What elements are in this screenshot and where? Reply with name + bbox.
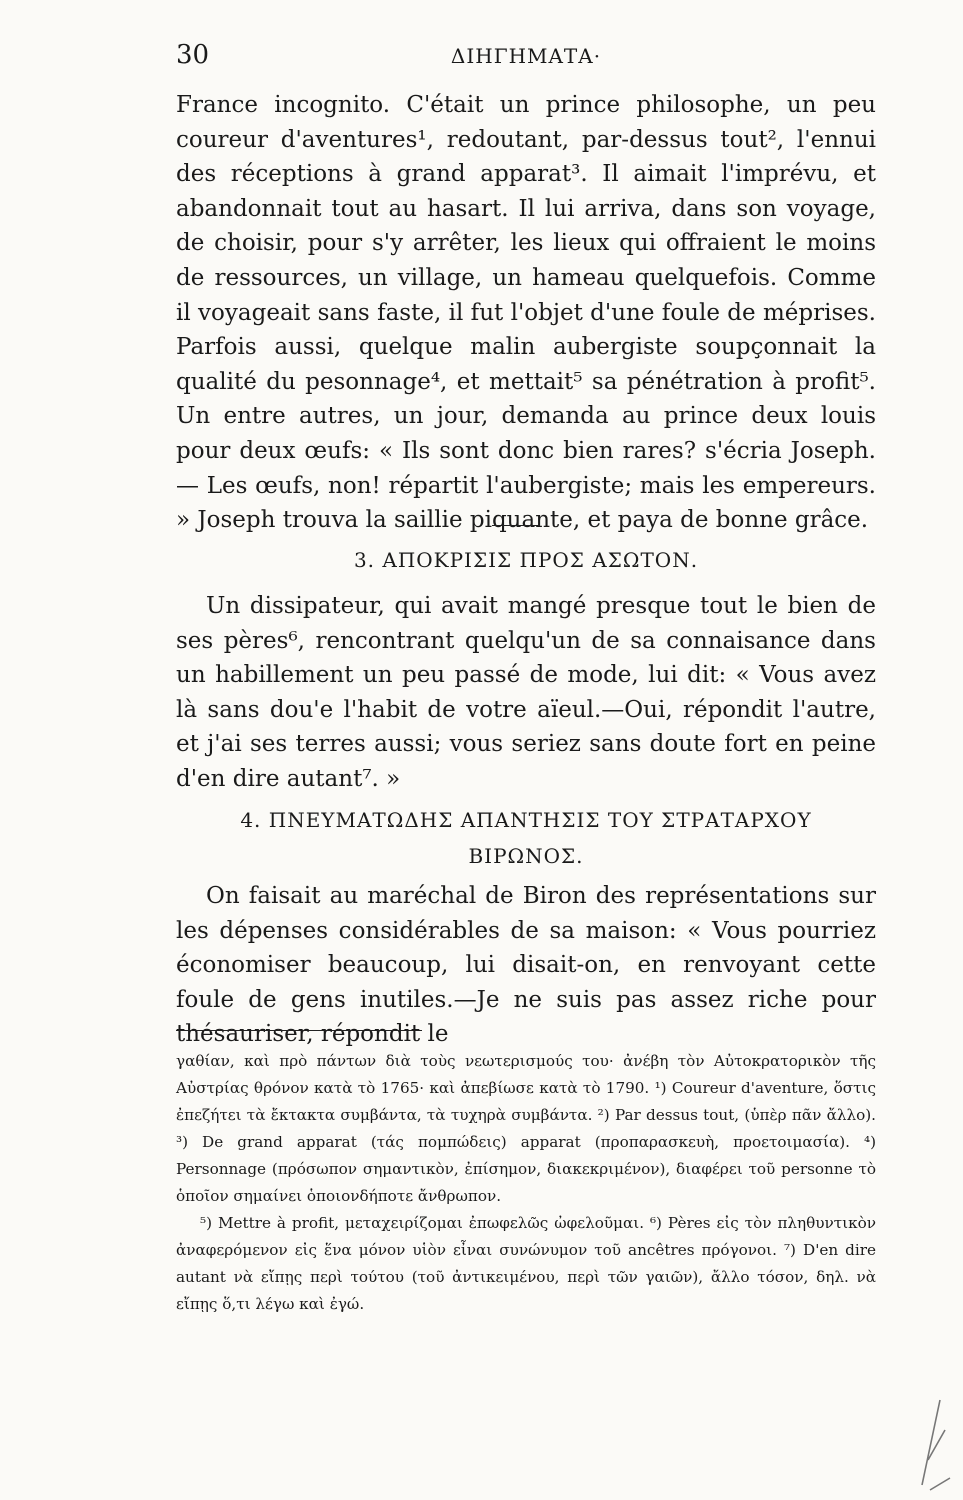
section-4-paragraph: On faisait au maréchal de Biron des représentations sur les dépenses considérables de sa maison: « Vous pourriez économiser beaucoup, lui disait-on, en renvoyant cette foule de gens inutiles.—Je ne suis pas assez riche pour thésauriser, répondit le [176, 883, 876, 1048]
page-number: 30 [176, 40, 210, 70]
story1-paragraph: France incognito. C'était un prince philosophe, un peu coureur d'aventures¹, redoutant, par-dessus tout², l'ennui des réceptions à grand apparat³. Il aimait l'imprévu, et abandonnait tout au hasart. Il lui arriva, dans son voyage, de choisir, pour s'y arrêter, les lieux qui offraient le moins de ressources, un village, un hameau quelquefois. Comme il voyageait sans faste, il fut l'objet d'une foule de méprises. Parfois aussi, quelque malin aubergiste soupçonnait la qualité du pesonnage⁴, et mettait⁵ sa pénétration à profit⁵. Un entre autres, un jour, demanda au prince deux louis pour deux œufs: « Ils sont donc bien rares? s'écria Joseph. — Les œufs, non! répartit l'aubergiste; mais les empereurs. » Joseph trouva la saillie piquante, et paya de bonne grâce. [176, 92, 876, 534]
section-divider [492, 525, 540, 526]
footnote-paragraph-2: ⁵) Mettre à profit, μεταχειρίζομαι ἐπωφελῶς ὠφελοῦμαι. ⁶) Pères εἰς τὸν πληθυντικὸν ἀναφερόμενον εἰς ἕνα μόνον υἱὸν εἶναι συνώνυμον τοῦ ancêtres πρόγονοι. ⁷) D'en dire autant νὰ εἴπῃς περὶ τούτου (τοῦ ἀντικειμένου, περὶ τῶν γαιῶν), ἄλλο τόσον, δηλ. νὰ εἴπῃς ὅ,τι λέγω καὶ ἐγώ. [176, 1214, 876, 1313]
section-4-body [176, 879, 876, 1052]
footnotes [176, 1048, 876, 1318]
section-4-heading-line2: ΒΙΡΩΝΟΣ. [468, 844, 584, 868]
footnote-paragraph-1: γαθίαν, καὶ πρὸ πάντων διὰ τοὺς νεωτερισμούς του· ἀνέβη τὸν Αὐτοκρατορικὸν τῆς Αὐστρίας θρόνον κατὰ τὸ 1765· καὶ ἀπεβίωσε κατὰ τὸ 1790. ¹) Coureur d'aventure, ὅστις ἐπεζήτει τὰ ἔκτακτα συμβάντα, τὰ τυχηρὰ συμβάντα. ²) Par dessus tout, (ὑπὲρ πᾶν ἄλλο). ³) De grand apparat (τάς πομπώδεις) apparat (προπαρασκευὴ, προετοιμασία). ⁴) Personnage (πρόσωπον σημαντικὸν, ἐπίσημον, διακεκριμένον), διαφέρει τοῦ personne τὸ ὁποῖον σημαίνει ὁποιονδήποτε ἄνθρωπον. [176, 1052, 876, 1205]
pencil-mark-icon [900, 1390, 960, 1500]
section-3-heading: 3. ΑΠΟΚΡΙΣΙΣ ΠΡΟΣ ΑΣΩΤΟΝ. [353, 548, 699, 572]
page-header [176, 40, 876, 76]
section-3-body [176, 589, 876, 797]
footnote-rule [176, 1030, 422, 1031]
section-4-heading [176, 802, 876, 874]
running-title: ΔΙΗΓΗΜΑΤΑ· [450, 44, 602, 68]
section-4-heading-line1: 4. ΠΝΕΥΜΑΤΩΔΗΣ ΑΠΑΝΤΗΣΙΣ ΤΟΥ ΣΤΡΑΤΑΡΧΟΥ [240, 808, 812, 832]
section-3-paragraph: Un dissipateur, qui avait mangé presque tout le bien de ses pères⁶, rencontrant quelqu'un de sa connaisance dans un habillement un peu passé de mode, lui dit: « Vous avez là sans dou'e l'habit de votre aïeul.—Oui, répondit l'autre, et j'ai ses terres aussi; vous seriez sans doute fort en peine d'en dire autant⁷. » [176, 593, 876, 792]
story-continuation [176, 88, 876, 538]
